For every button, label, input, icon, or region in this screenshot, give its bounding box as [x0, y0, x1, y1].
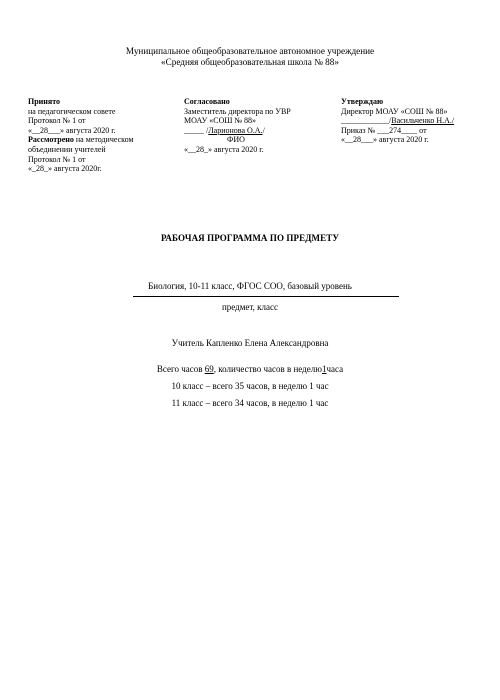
total-hours-suffix: часа: [326, 364, 344, 374]
subject-caption: предмет, класс: [221, 302, 279, 312]
approved-date: «__28___» августа 2020 г.: [28, 125, 116, 135]
total-hours-value: 69: [204, 364, 214, 374]
total-hours-line: [0, 361, 500, 378]
agreed-school: МОАУ «СОШ № 88»: [184, 116, 257, 126]
approved-protocol: Протокол № 1 от: [28, 116, 86, 126]
approved-line: на педагогическом совете: [28, 106, 116, 116]
subject-line: Биология, 10-11 класс, ФГОС СОО, базовый уровень: [148, 281, 352, 291]
confirmed-signature-blank: ____________/: [341, 116, 392, 126]
confirmed-date: «__28___» августа 2020 г.: [341, 135, 429, 145]
confirmed-order: Приказ № ___274____ от: [341, 125, 427, 135]
confirmed-heading: Утверждаю: [341, 97, 384, 106]
considered-line: [28, 135, 134, 145]
agreed-signature-line: [184, 126, 291, 136]
confirmed-signer-name: Васильченко Н.А./: [391, 116, 455, 126]
subject-underline: [133, 296, 399, 297]
agreed-signer-name: Ларионова О.А.: [208, 125, 263, 135]
considered-date: «_28_» августа 2020г.: [28, 164, 102, 174]
agreed-position: Заместитель директора по УВР: [184, 106, 291, 116]
school-type: Муниципальное общеобразовательное автономное учреждение: [125, 46, 375, 56]
considered-line-2: объединении учителей: [28, 144, 106, 154]
confirmed-position: Директор МОАУ «СОШ № 88»: [341, 106, 448, 116]
considered-protocol: Протокол № 1 от: [28, 154, 86, 164]
school-name: «Средняя общеобразовательная школа № 88»: [161, 57, 339, 67]
considered-label: Рассмотрено: [28, 135, 74, 145]
teacher-line: Учитель Капленко Елена Александровна: [171, 338, 329, 348]
approved-heading: Принято: [28, 97, 61, 106]
total-hours-prefix: Всего часов: [156, 364, 205, 374]
grade-10-hours: 10 класс – всего 35 часов, в неделю 1 час: [171, 381, 329, 391]
document-title: РАБОЧАЯ ПРОГРАММА ПО ПРЕДМЕТУ: [160, 233, 340, 243]
agreed-signature-end: /: [262, 125, 265, 135]
agreed-date: «__28_» августа 2020 г.: [184, 144, 264, 154]
confirmed-block: [341, 97, 454, 145]
grade-11-hours: 11 класс – всего 34 часов, в неделю 1 час: [171, 398, 329, 408]
weekly-hours-value: 1: [321, 364, 327, 374]
school-header: [0, 46, 500, 68]
agreed-fio-caption: ФИО: [227, 135, 245, 145]
agreed-heading: Согласовано: [184, 97, 230, 106]
approved-block: [28, 97, 134, 174]
confirmed-signature-line: [341, 116, 454, 126]
agreed-block: [184, 97, 291, 155]
hours-block: [0, 361, 500, 412]
considered-rest: на методическом: [73, 135, 134, 145]
total-hours-middle: , количество часов в неделю: [213, 364, 322, 374]
agreed-signature-blank: _____ /: [184, 125, 209, 135]
